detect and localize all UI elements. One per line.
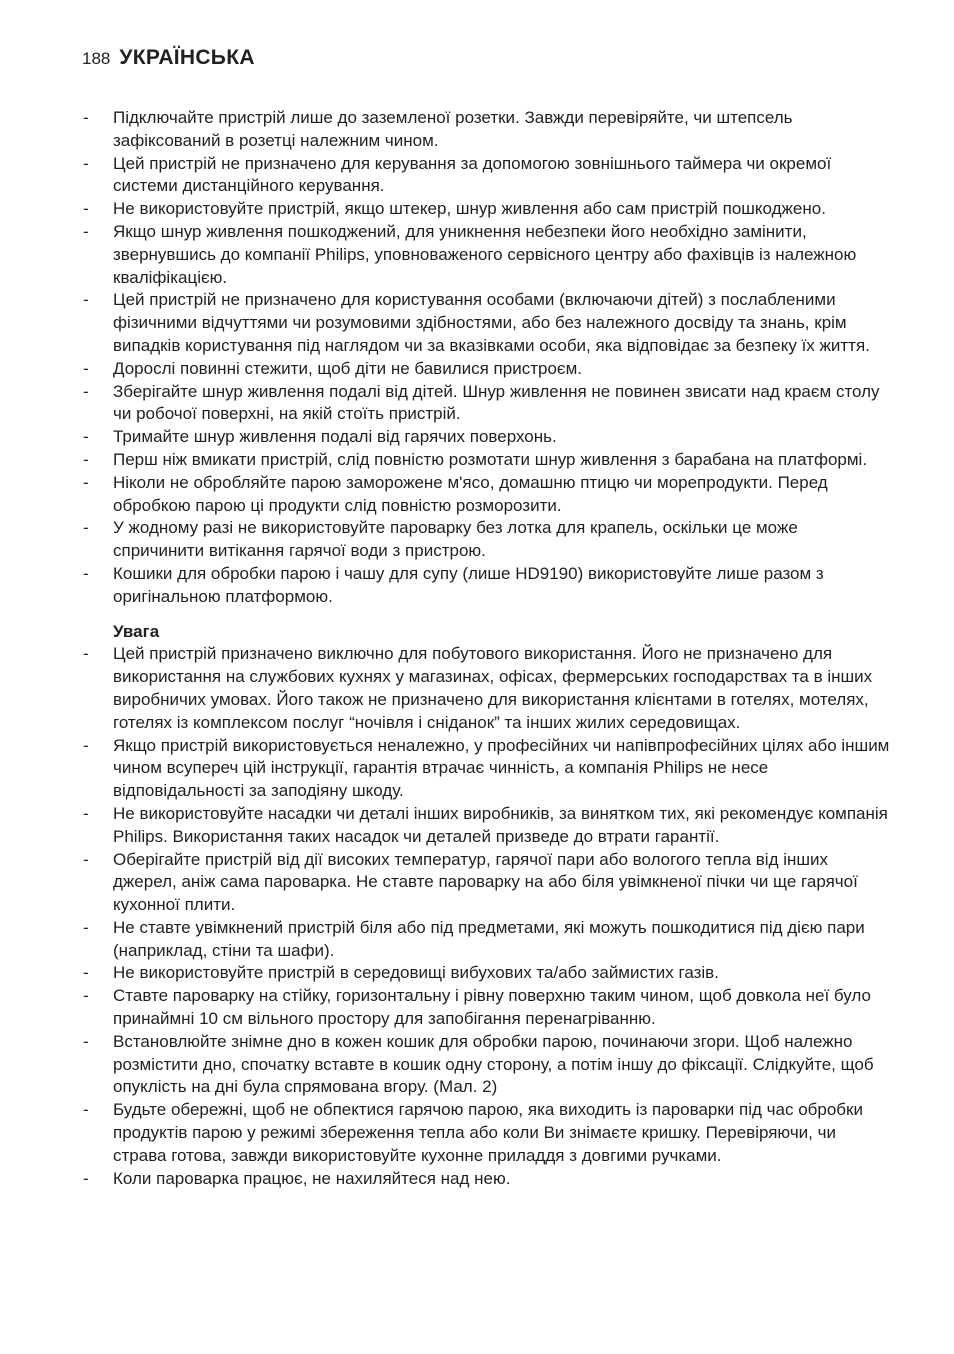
list-item xyxy=(82,1099,890,1167)
list-item xyxy=(82,426,890,449)
list-item xyxy=(82,1168,890,1191)
bullet-dash: - xyxy=(83,381,89,401)
page-language-title: УКРАЇНСЬКА xyxy=(119,46,255,69)
list-item xyxy=(82,643,890,734)
list-item xyxy=(82,1031,890,1099)
bullet-dash: - xyxy=(83,963,89,983)
bullet-dash: - xyxy=(83,290,89,310)
list-item xyxy=(82,289,890,357)
list-item-text: У жодному разі не використовуйте пароварку без лотка для крапель, оскільки це може спричинити витікання гарячої води з пристрою. xyxy=(113,518,798,561)
bullet-dash: - xyxy=(83,221,89,241)
list-item-text: Зберігайте шнур живлення подалі від дітей. Шнур живлення не повинен звисати над краєм столу чи робочої поверхні, на якій стоїть пристрій. xyxy=(113,381,880,424)
bullet-dash: - xyxy=(83,849,89,869)
list-item-text: Будьте обережні, щоб не обпектися гарячою парою, яка виходить із пароварки під час обробки продуктів парою у режимі збереження тепла або коли Ви знімаєте кришку. Перевіряючи, чи страва готова, завжди використовуйте кухонне приладдя з довгими ручками. xyxy=(113,1100,863,1165)
bullet-dash: - xyxy=(83,153,89,173)
list-item-text: Перш ніж вмикати пристрій, слід повністю розмотати шнур живлення з барабана на платформі. xyxy=(113,449,868,469)
list-item-text: Цей пристрій не призначено для керування за допомогою зовнішнього таймера чи окремої системи дистанційного керування. xyxy=(113,153,832,196)
list-item xyxy=(82,221,890,289)
page-header xyxy=(82,46,255,70)
list-item-text: Цей пристрій призначено виключно для побутового використання. Його не призначено для використання на службових кухнях у магазинах, офісах, фермерських господарствах та в інших виробничих умовах. Його також не призначено для використання клієнтами в готелях, мотелях, готелях із комплексом послуг “ночівля і сніданок” та інших жилих середовищах. xyxy=(113,644,873,732)
safety-list xyxy=(82,107,890,609)
list-item xyxy=(82,803,890,849)
list-item xyxy=(82,107,890,153)
list-item xyxy=(82,381,890,427)
caution-list xyxy=(82,643,890,1190)
list-item-text: Встановлюйте знімне дно в кожен кошик для обробки парою, починаючи згори. Щоб належно розмістити дно, спочатку вставте в кошик одну сторону, а потім іншу до фіксації. Слідкуйте, щоб опуклість на дні була спрямована вгору. (Мал. 2) xyxy=(113,1031,874,1097)
bullet-dash: - xyxy=(83,1168,89,1188)
bullet-dash: - xyxy=(83,803,89,823)
bullet-dash: - xyxy=(83,472,89,492)
bullet-dash: - xyxy=(83,358,89,378)
list-item xyxy=(82,472,890,518)
caution-heading: Увага xyxy=(113,621,160,641)
list-item-text: Оберігайте пристрій від дії високих температур, гарячої пари або вологого тепла від інших джерел, аніж сама пароварка. Не ставте пароварку на або біля увімкненої пічки чи ще гарячої кухонної плити. xyxy=(113,849,858,915)
list-item-text: Якщо шнур живлення пошкоджений, для уникнення небезпеки його необхідно замінити, звернувшись до компанії Philips, уповноваженого сервісного центру або фахівців із належною кваліфікацією. xyxy=(113,221,857,287)
list-item xyxy=(82,449,890,472)
list-item xyxy=(82,517,890,563)
bullet-dash: - xyxy=(83,1031,89,1051)
list-item-text: Підключайте пристрій лише до заземленої розетки. Завжди перевіряйте, чи штепсель зафіксований в розетці належним чином. xyxy=(113,108,793,150)
list-item xyxy=(82,735,890,803)
list-item-text: Цей пристрій не призначено для користування особами (включаючи дітей) з послабленими фізичними відчуттями чи розумовими здібностями, або без належного досвіду та знань, крім випадків користування під наглядом чи за вказівками особи, яка відповідає за безпеку їх життя. xyxy=(113,290,870,355)
list-item xyxy=(82,985,890,1031)
bullet-dash: - xyxy=(83,735,89,755)
list-item xyxy=(82,563,890,609)
list-item-text: Якщо пристрій використовується неналежно, у професійних чи напівпрофесійних цілях або іншим чином всупереч цій інструкції, гарантія втрачає чинність, а компанія Philips не несе відповідальності за заподіяну шкоду. xyxy=(113,735,890,801)
bullet-dash: - xyxy=(83,644,89,664)
list-item-text: Ніколи не обробляйте парою заморожене м'ясо, домашню птицю чи морепродукти. Перед обробкою парою ці продукти слід повністю розморозити. xyxy=(113,472,828,515)
list-item xyxy=(82,198,890,221)
bullet-dash: - xyxy=(83,917,89,937)
bullet-dash: - xyxy=(83,199,89,219)
list-item-text: Не використовуйте пристрій в середовищі вибухових та/або займистих газів. xyxy=(113,963,719,983)
bullet-dash: - xyxy=(83,427,89,447)
list-item-text: Коли пароварка працює, не нахиляйтеся над нею. xyxy=(113,1168,511,1188)
bullet-dash: - xyxy=(83,1100,89,1120)
list-item-text: Не використовуйте пристрій, якщо штекер, шнур живлення або сам пристрій пошкоджено. xyxy=(113,199,826,219)
list-item-text: Кошики для обробки парою і чашу для супу (лише HD9190) використовуйте лише разом з оригінальною платформою. xyxy=(113,563,824,606)
bullet-dash: - xyxy=(83,108,89,127)
list-item xyxy=(82,917,890,963)
list-item-text: Ставте пароварку на стійку, горизонтальну і рівну поверхню таким чином, щоб довкола неї було принаймні 10 см вільного простору для запобігання перенагріванню. xyxy=(113,986,871,1029)
page-number: 188 xyxy=(82,49,111,68)
bullet-dash: - xyxy=(83,563,89,583)
page-content xyxy=(82,107,890,1190)
bullet-dash: - xyxy=(83,518,89,538)
list-item xyxy=(82,153,890,199)
list-item xyxy=(82,358,890,381)
list-item-text: Не використовуйте насадки чи деталі інших виробників, за винятком тих, які рекомендує компанія Philips. Використання таких насадок чи деталей призведе до втрати гарантії. xyxy=(113,803,888,846)
list-item-text: Не ставте увімкнений пристрій біля або під предметами, які можуть пошкодитися під дією пари (наприклад, стіни та шафи). xyxy=(113,917,865,960)
list-item-text: Тримайте шнур живлення подалі від гарячих поверхонь. xyxy=(113,427,557,447)
list-item xyxy=(82,962,890,985)
bullet-dash: - xyxy=(83,986,89,1006)
list-item-text: Дорослі повинні стежити, щоб діти не бавилися пристроєм. xyxy=(113,358,582,378)
bullet-dash: - xyxy=(83,449,89,469)
list-item xyxy=(82,849,890,917)
